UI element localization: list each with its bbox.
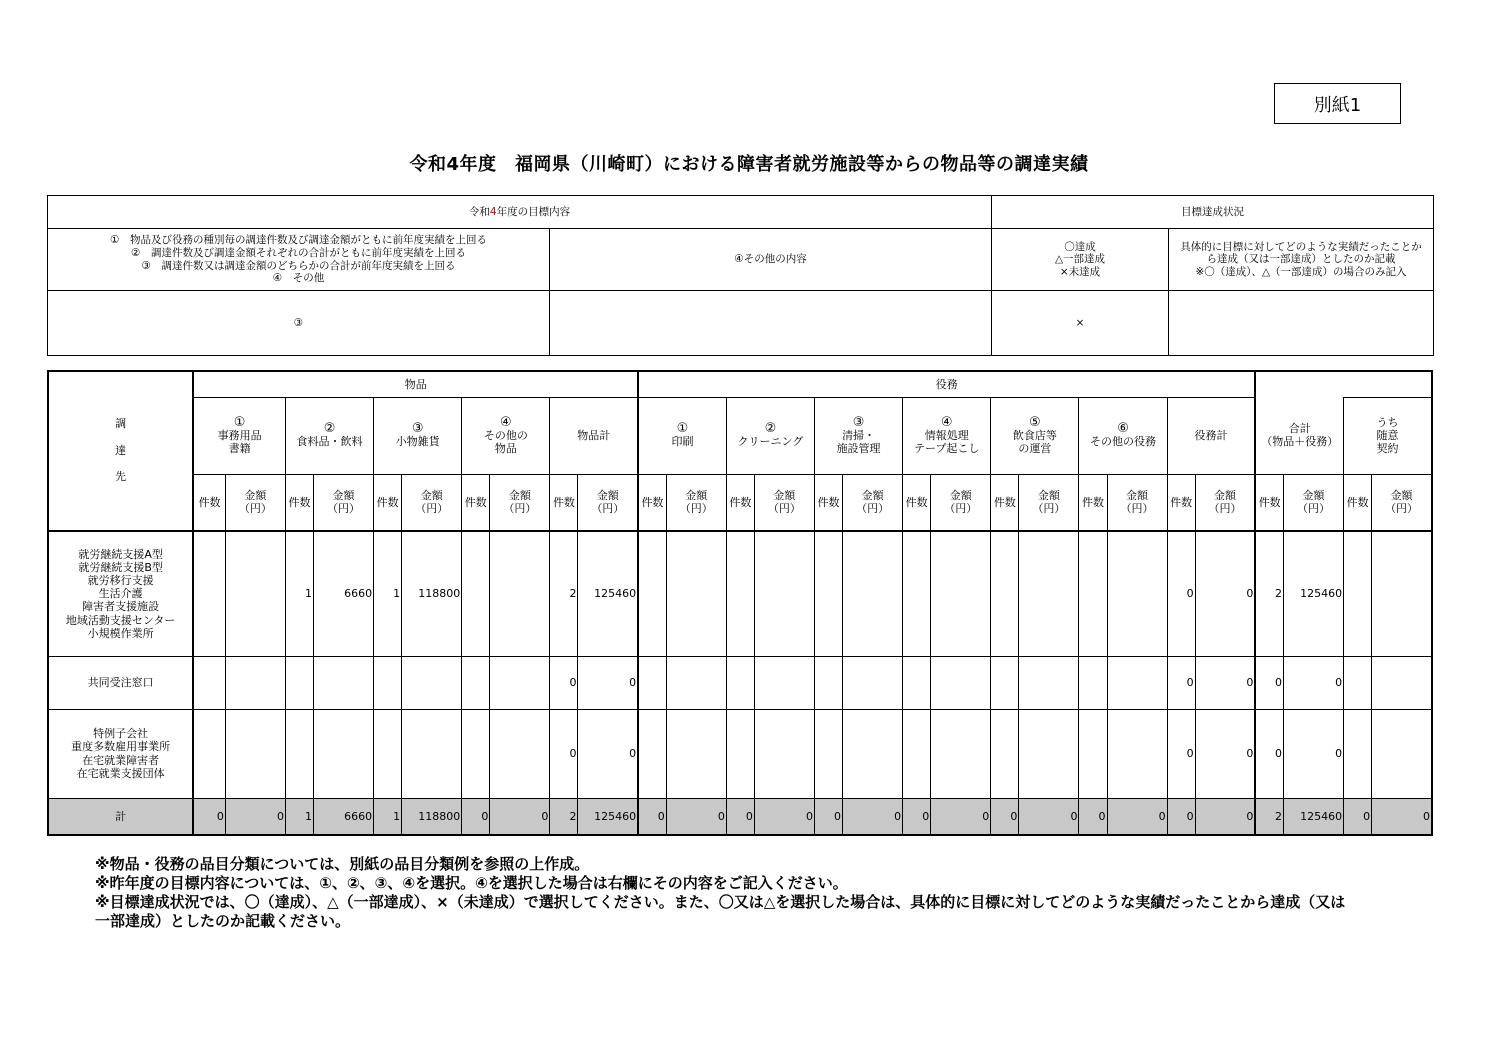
amount-cell[interactable] bbox=[314, 709, 374, 798]
amount-cell: 0 bbox=[225, 798, 285, 835]
goods-category-header: ③ 小物雑貨 bbox=[374, 397, 462, 474]
count-cell: 2 bbox=[1255, 798, 1283, 835]
amount-cell[interactable]: 6660 bbox=[314, 531, 374, 656]
count-cell[interactable]: 1 bbox=[285, 531, 313, 656]
count-cell[interactable] bbox=[638, 531, 666, 656]
amount-cell[interactable] bbox=[843, 656, 903, 709]
count-header: 件数 bbox=[193, 474, 225, 531]
amount-cell[interactable]: 0 bbox=[1195, 656, 1255, 709]
amount-cell[interactable] bbox=[754, 531, 814, 656]
count-cell[interactable] bbox=[193, 531, 225, 656]
goods-header: 物品 bbox=[193, 371, 638, 397]
selected-goal[interactable]: ③ bbox=[48, 291, 550, 356]
count-cell[interactable] bbox=[1344, 709, 1372, 798]
amount-cell[interactable] bbox=[666, 656, 726, 709]
count-header: 件数 bbox=[374, 474, 402, 531]
count-header: 件数 bbox=[1344, 474, 1372, 531]
total-row bbox=[48, 798, 1432, 835]
count-cell[interactable] bbox=[462, 531, 490, 656]
count-cell[interactable]: 0 bbox=[1167, 656, 1195, 709]
count-cell[interactable] bbox=[638, 709, 666, 798]
count-cell[interactable] bbox=[726, 656, 754, 709]
count-header: 件数 bbox=[991, 474, 1019, 531]
count-cell[interactable]: 0 bbox=[550, 709, 578, 798]
goods-category-header: ① 事務用品 書籍 bbox=[193, 397, 285, 474]
note-line: 一部達成）としたのか記載ください。 bbox=[95, 912, 351, 930]
goals-table bbox=[47, 195, 1434, 356]
amount-cell[interactable] bbox=[931, 709, 991, 798]
amount-cell[interactable] bbox=[225, 656, 285, 709]
service-category-header: ⑥ その他の役務 bbox=[1079, 397, 1167, 474]
amount-header: 金額 （円） bbox=[1107, 474, 1167, 531]
count-cell[interactable] bbox=[285, 656, 313, 709]
amount-header: 金額 （円） bbox=[1283, 474, 1343, 531]
amount-header: 金額 （円） bbox=[1372, 474, 1432, 531]
goods-category-header: ② 食料品・飲料 bbox=[285, 397, 373, 474]
count-header: 件数 bbox=[1167, 474, 1195, 531]
goals-header: 令和4年度の目標内容 bbox=[48, 196, 992, 229]
amount-cell[interactable] bbox=[1019, 656, 1079, 709]
count-cell: 2 bbox=[550, 798, 578, 835]
amount-cell[interactable]: 0 bbox=[1283, 656, 1343, 709]
count-cell[interactable] bbox=[903, 531, 931, 656]
count-header: 件数 bbox=[1079, 474, 1107, 531]
count-cell[interactable] bbox=[991, 531, 1019, 656]
note-line: ※昨年度の目標内容については、①、②、③、④を選択。④を選択した場合は右欄にその内容をご記入ください。 bbox=[95, 874, 848, 892]
amount-cell[interactable]: 125460 bbox=[578, 531, 638, 656]
count-cell: 0 bbox=[726, 798, 754, 835]
amount-cell[interactable]: 0 bbox=[1195, 531, 1255, 656]
amount-cell: 0 bbox=[843, 798, 903, 835]
count-header: 件数 bbox=[550, 474, 578, 531]
service-category-header: ⑤ 飲食店等 の運営 bbox=[991, 397, 1079, 474]
procurement-table bbox=[47, 370, 1433, 836]
amount-cell[interactable] bbox=[225, 709, 285, 798]
count-cell[interactable] bbox=[1079, 656, 1107, 709]
supplier-name: 共同受注窓口 bbox=[48, 656, 193, 709]
amount-cell: 0 bbox=[931, 798, 991, 835]
amount-header: 金額 （円） bbox=[754, 474, 814, 531]
goods-category-header: ④ その他の 物品 bbox=[462, 397, 550, 474]
count-cell[interactable]: 2 bbox=[550, 531, 578, 656]
count-cell[interactable] bbox=[1079, 709, 1107, 798]
goal-options: ① 物品及び役務の種別毎の調達件数及び調達金額がともに前年度実績を上回る ② 調達件数及び調達金額それぞれの合計がともに前年度実績を上回る ③ 調達件数又は調達金額のどちらかの合計が前年度実績を上回る ④ その他 bbox=[48, 229, 550, 291]
amount-cell[interactable] bbox=[1107, 531, 1167, 656]
amount-cell[interactable] bbox=[1372, 709, 1432, 798]
count-cell: 0 bbox=[903, 798, 931, 835]
count-cell: 0 bbox=[814, 798, 842, 835]
amount-cell[interactable] bbox=[490, 709, 550, 798]
count-cell[interactable] bbox=[726, 709, 754, 798]
amount-cell[interactable] bbox=[314, 656, 374, 709]
count-cell[interactable] bbox=[814, 656, 842, 709]
amount-header: 金額 （円） bbox=[843, 474, 903, 531]
other-content-value[interactable] bbox=[550, 291, 992, 356]
amount-cell: 0 bbox=[1019, 798, 1079, 835]
amount-cell[interactable] bbox=[754, 709, 814, 798]
count-header: 件数 bbox=[903, 474, 931, 531]
status-options: 〇達成 △一部達成 ×未達成 bbox=[992, 229, 1169, 291]
amount-cell[interactable]: 0 bbox=[1195, 709, 1255, 798]
count-cell: 0 bbox=[193, 798, 225, 835]
count-cell[interactable] bbox=[285, 709, 313, 798]
notes bbox=[95, 855, 1435, 931]
count-header: 件数 bbox=[1255, 474, 1283, 531]
total-spacer bbox=[1255, 371, 1432, 397]
count-cell: 1 bbox=[285, 798, 313, 835]
count-header: 件数 bbox=[814, 474, 842, 531]
amount-cell[interactable] bbox=[225, 531, 285, 656]
amount-cell: 0 bbox=[1372, 798, 1432, 835]
amount-cell[interactable] bbox=[1019, 709, 1079, 798]
amount-cell[interactable] bbox=[666, 709, 726, 798]
amount-cell[interactable] bbox=[666, 531, 726, 656]
status-value[interactable]: × bbox=[992, 291, 1169, 356]
amount-cell: 0 bbox=[666, 798, 726, 835]
count-cell[interactable] bbox=[638, 656, 666, 709]
page-title: 令和4年度 福岡県（川崎町）における障害者就労施設等からの物品等の調達実績 bbox=[409, 154, 1089, 175]
note-line: ※物品・役務の品目分類については、別紙の品目分類例を参照の上作成。 bbox=[95, 855, 590, 873]
service-category-header: ④ 情報処理 テープ起こし bbox=[903, 397, 991, 474]
services-header: 役務 bbox=[638, 371, 1255, 397]
amount-cell[interactable] bbox=[931, 656, 991, 709]
amount-cell[interactable] bbox=[754, 656, 814, 709]
amount-cell[interactable]: 118800 bbox=[402, 531, 462, 656]
amount-header: 金額 （円） bbox=[1195, 474, 1255, 531]
amount-cell[interactable] bbox=[931, 531, 991, 656]
count-cell: 0 bbox=[462, 798, 490, 835]
count-cell[interactable] bbox=[374, 709, 402, 798]
amount-cell: 0 bbox=[754, 798, 814, 835]
count-cell: 0 bbox=[638, 798, 666, 835]
amount-cell[interactable] bbox=[1107, 656, 1167, 709]
service-category-header: ③ 清掃・ 施設管理 bbox=[814, 397, 902, 474]
supplier-name: 就労継続支援A型 就労継続支援B型 就労移行支援 生活介護 障害者支援施設 地域活動支援センター 小規模作業所 bbox=[48, 531, 193, 656]
amount-header: 金額 （円） bbox=[1019, 474, 1079, 531]
goods-category-header: 物品計 bbox=[550, 397, 638, 474]
amount-header: 金額 （円） bbox=[225, 474, 285, 531]
count-cell[interactable] bbox=[991, 656, 1019, 709]
other-content-label: ④その他の内容 bbox=[550, 229, 992, 291]
detail-label: 具体的に目標に対してどのような実績だったことか ら達成（又は一部達成）としたのか記載 ※〇（達成）、△（一部達成）の場合のみ記入 bbox=[1169, 229, 1434, 291]
service-category-header: 役務計 bbox=[1167, 397, 1255, 474]
count-cell: 1 bbox=[374, 798, 402, 835]
table-row bbox=[48, 709, 1432, 798]
amount-cell: 0 bbox=[490, 798, 550, 835]
count-header: 件数 bbox=[285, 474, 313, 531]
amount-cell: 125460 bbox=[1283, 798, 1343, 835]
table-row bbox=[48, 531, 1432, 656]
amount-cell: 125460 bbox=[578, 798, 638, 835]
amount-header: 金額 （円） bbox=[402, 474, 462, 531]
count-cell[interactable] bbox=[814, 709, 842, 798]
count-cell[interactable] bbox=[193, 709, 225, 798]
amount-cell[interactable] bbox=[490, 656, 550, 709]
count-cell[interactable]: 1 bbox=[374, 531, 402, 656]
detail-value[interactable] bbox=[1169, 291, 1434, 356]
count-cell: 0 bbox=[1079, 798, 1107, 835]
count-header: 件数 bbox=[638, 474, 666, 531]
amount-cell[interactable] bbox=[1372, 656, 1432, 709]
count-cell[interactable] bbox=[193, 656, 225, 709]
supplier-name: 計 bbox=[48, 798, 193, 835]
count-cell: 0 bbox=[991, 798, 1019, 835]
count-cell[interactable]: 0 bbox=[1167, 531, 1195, 656]
amount-header: 金額 （円） bbox=[931, 474, 991, 531]
count-cell[interactable]: 0 bbox=[1255, 656, 1283, 709]
count-cell[interactable] bbox=[1344, 531, 1372, 656]
count-cell[interactable] bbox=[374, 656, 402, 709]
supplier-header: 調 達 先 bbox=[48, 371, 193, 531]
count-cell[interactable]: 0 bbox=[1167, 709, 1195, 798]
amount-cell[interactable]: 0 bbox=[578, 656, 638, 709]
count-cell[interactable] bbox=[814, 531, 842, 656]
total-header: 合計 （物品＋役務） bbox=[1255, 397, 1343, 474]
amount-header: 金額 （円） bbox=[314, 474, 374, 531]
count-cell[interactable]: 0 bbox=[1255, 709, 1283, 798]
count-cell: 0 bbox=[1167, 798, 1195, 835]
count-cell[interactable] bbox=[462, 656, 490, 709]
amount-cell[interactable] bbox=[402, 656, 462, 709]
count-header: 件数 bbox=[726, 474, 754, 531]
amount-cell[interactable] bbox=[1372, 531, 1432, 656]
count-cell[interactable] bbox=[903, 709, 931, 798]
count-cell[interactable] bbox=[1344, 656, 1372, 709]
amount-cell[interactable] bbox=[402, 709, 462, 798]
table-row bbox=[48, 656, 1432, 709]
count-header: 件数 bbox=[462, 474, 490, 531]
attachment-badge: 別紙1 bbox=[1274, 83, 1401, 124]
amount-cell[interactable]: 125460 bbox=[1283, 531, 1343, 656]
amount-cell[interactable] bbox=[843, 709, 903, 798]
amount-cell[interactable]: 0 bbox=[578, 709, 638, 798]
amount-cell: 118800 bbox=[402, 798, 462, 835]
amount-cell[interactable]: 0 bbox=[1283, 709, 1343, 798]
amount-header: 金額 （円） bbox=[578, 474, 638, 531]
discretionary-header: うち 随意 契約 bbox=[1344, 397, 1432, 474]
supplier-name: 特例子会社 重度多数雇用事業所 在宅就業障害者 在宅就業支援団体 bbox=[48, 709, 193, 798]
note-line: ※目標達成状況では、〇（達成）、△（一部達成）、×（未達成）で選択してください。また、〇又は△を選択した場合は、具体的に目標に対してどのような実績だったことから達成（又は bbox=[95, 893, 1346, 911]
amount-header: 金額 （円） bbox=[490, 474, 550, 531]
count-cell[interactable] bbox=[462, 709, 490, 798]
status-header: 目標達成状況 bbox=[992, 196, 1434, 229]
amount-cell[interactable] bbox=[1107, 709, 1167, 798]
amount-cell[interactable] bbox=[843, 531, 903, 656]
count-cell: 0 bbox=[1344, 798, 1372, 835]
count-cell[interactable] bbox=[1079, 531, 1107, 656]
count-cell[interactable] bbox=[903, 656, 931, 709]
service-category-header: ① 印刷 bbox=[638, 397, 726, 474]
service-category-header: ② クリーニング bbox=[726, 397, 814, 474]
count-cell[interactable]: 2 bbox=[1255, 531, 1283, 656]
amount-header: 金額 （円） bbox=[666, 474, 726, 531]
count-cell[interactable]: 0 bbox=[550, 656, 578, 709]
count-cell[interactable] bbox=[726, 531, 754, 656]
amount-cell: 0 bbox=[1107, 798, 1167, 835]
count-cell[interactable] bbox=[991, 709, 1019, 798]
amount-cell: 6660 bbox=[314, 798, 374, 835]
amount-cell[interactable] bbox=[1019, 531, 1079, 656]
amount-cell[interactable] bbox=[490, 531, 550, 656]
amount-cell: 0 bbox=[1195, 798, 1255, 835]
